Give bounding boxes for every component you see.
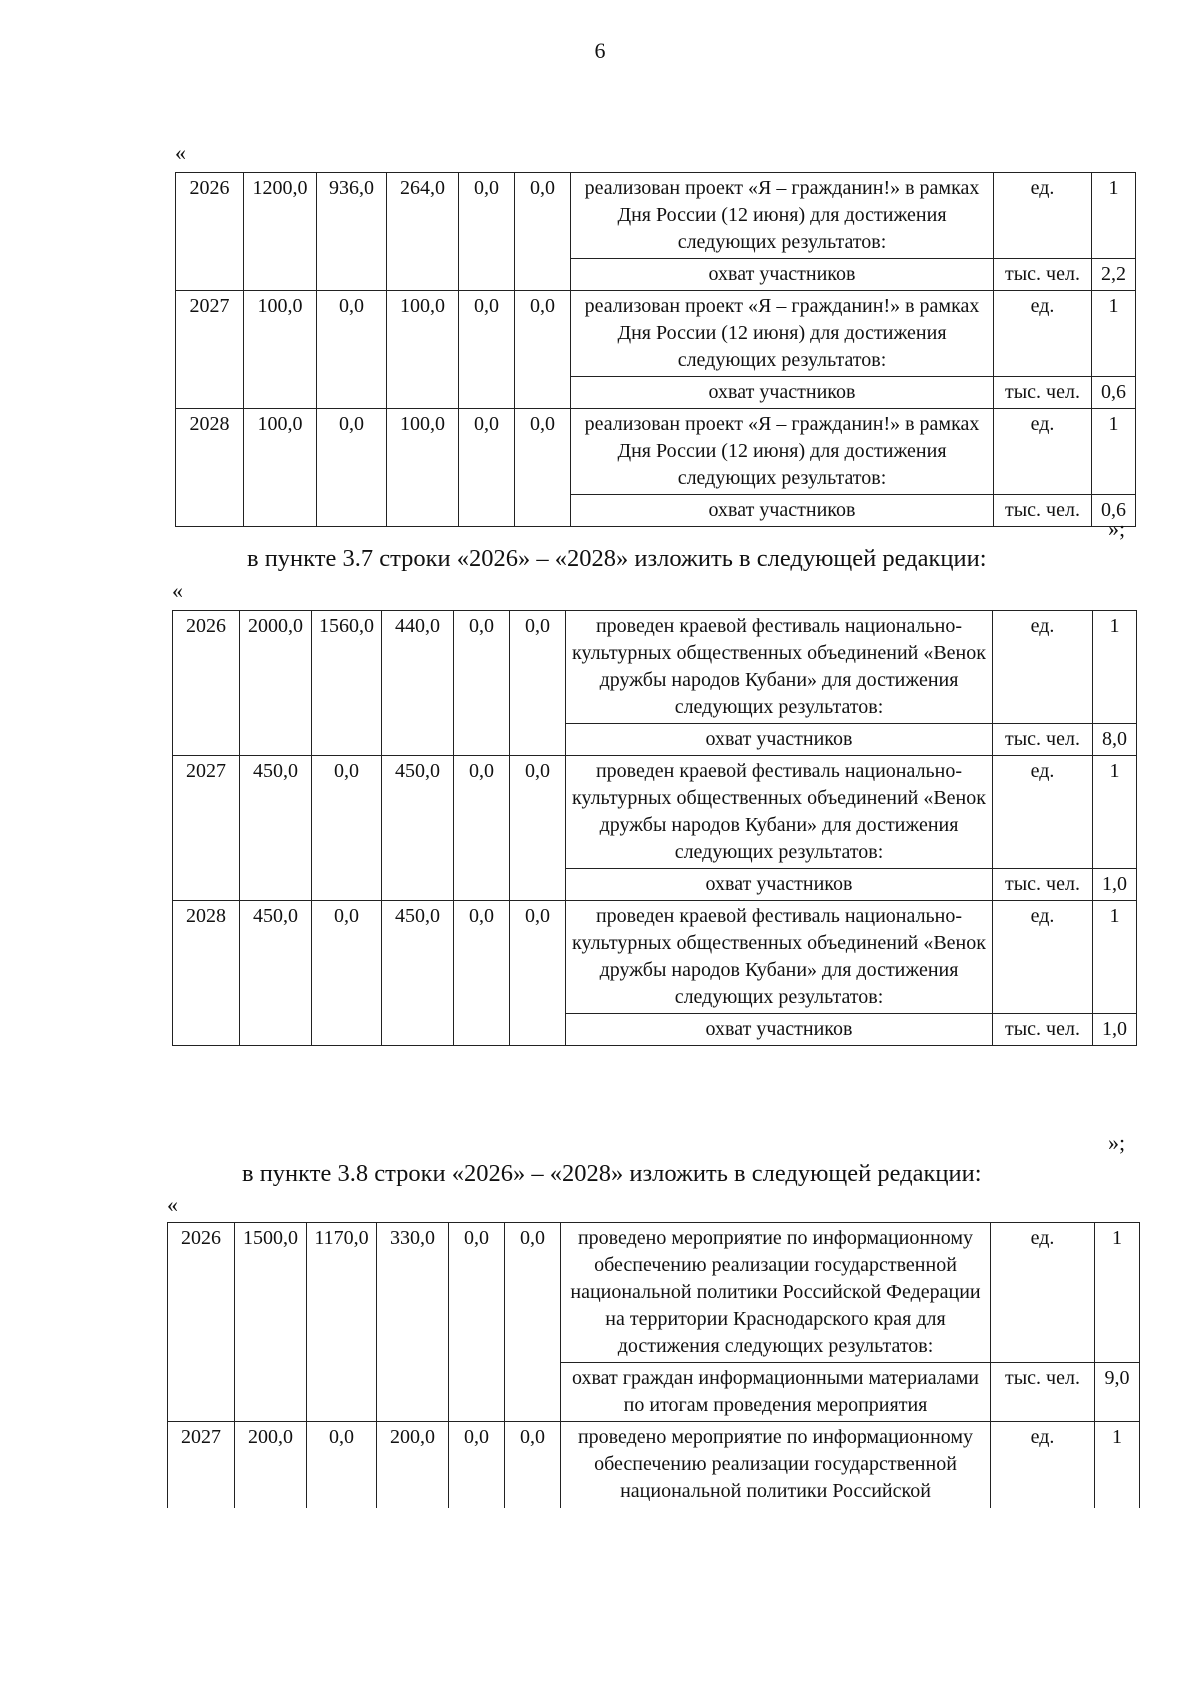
unit-cell: ед.: [994, 173, 1092, 259]
table-row: [173, 756, 1137, 869]
indicator-description: охват участников: [571, 377, 994, 409]
unit-cell: ед.: [993, 756, 1093, 869]
total-cell: 100,0: [244, 291, 317, 409]
year-cell: 2026: [176, 173, 244, 291]
amount-cell: 936,0: [317, 173, 387, 291]
amendment-instruction-3-7: в пункте 3.7 строки «2026» – «2028» изложить в следующей редакции:: [247, 545, 987, 572]
year-cell: 2026: [173, 611, 240, 756]
indicator-description: охват участников: [571, 259, 994, 291]
amount-cell: 0,0: [312, 756, 382, 901]
open-quote: «: [175, 140, 186, 165]
unit-cell: ед.: [994, 409, 1092, 495]
value-cell: 0,6: [1092, 495, 1136, 527]
unit-cell: тыс. чел.: [994, 259, 1092, 291]
value-cell: 1: [1095, 1223, 1140, 1363]
amount-cell: 0,0: [505, 1422, 561, 1508]
amount-cell: 1560,0: [312, 611, 382, 756]
total-cell: 450,0: [240, 756, 312, 901]
amount-cell: 0,0: [510, 901, 566, 1046]
amount-cell: 0,0: [317, 409, 387, 527]
results-table-3: [167, 1222, 1140, 1508]
unit-cell: тыс. чел.: [994, 495, 1092, 527]
amount-cell: 100,0: [387, 409, 459, 527]
total-cell: 1500,0: [235, 1223, 307, 1422]
amount-cell: 0,0: [449, 1223, 505, 1422]
year-cell: 2028: [176, 409, 244, 527]
value-cell: 8,0: [1093, 724, 1137, 756]
table-row: [168, 1223, 1140, 1363]
year-cell: 2027: [173, 756, 240, 901]
unit-cell: тыс. чел.: [994, 377, 1092, 409]
result-description: реализован проект «Я – гражданин!» в рамках Дня России (12 июня) для достижения следующих результатов:: [571, 291, 994, 377]
value-cell: 1: [1092, 409, 1136, 495]
total-cell: 1200,0: [244, 173, 317, 291]
amount-cell: 0,0: [459, 173, 515, 291]
table-row: [173, 901, 1137, 1014]
total-cell: 100,0: [244, 409, 317, 527]
result-description: проведен краевой фестиваль национально-культурных общественных объединений «Венок дружбы народов Кубани» для достижения следующих результатов:: [566, 756, 993, 869]
table-row: [176, 409, 1136, 495]
result-description: реализован проект «Я – гражданин!» в рамках Дня России (12 июня) для достижения следующих результатов:: [571, 409, 994, 495]
open-quote: «: [172, 578, 183, 603]
amount-cell: 440,0: [382, 611, 454, 756]
value-cell: 0,6: [1092, 377, 1136, 409]
amount-cell: 0,0: [459, 409, 515, 527]
amount-cell: 1170,0: [307, 1223, 377, 1422]
amount-cell: 0,0: [505, 1223, 561, 1422]
amount-cell: 0,0: [510, 611, 566, 756]
amount-cell: 450,0: [382, 901, 454, 1046]
year-cell: 2026: [168, 1223, 235, 1422]
amount-cell: 450,0: [382, 756, 454, 901]
amount-cell: 264,0: [387, 173, 459, 291]
page-number: 6: [594, 38, 606, 63]
results-table-2: [172, 610, 1137, 1046]
result-description: проведен краевой фестиваль национально-культурных общественных объединений «Венок дружбы народов Кубани» для достижения следующих результатов:: [566, 611, 993, 724]
value-cell: 9,0: [1095, 1363, 1140, 1422]
total-cell: 450,0: [240, 901, 312, 1046]
amount-cell: 0,0: [449, 1422, 505, 1508]
year-cell: 2028: [173, 901, 240, 1046]
value-cell: 1,0: [1093, 869, 1137, 901]
result-description: проведен краевой фестиваль национально-культурных общественных объединений «Венок дружбы народов Кубани» для достижения следующих результатов:: [566, 901, 993, 1014]
unit-cell: ед.: [993, 901, 1093, 1014]
table-row: [168, 1422, 1140, 1508]
result-description: проведено мероприятие по информационному обеспечению реализации государственной национальной политики Российской: [561, 1422, 991, 1508]
value-cell: 1: [1092, 291, 1136, 377]
value-cell: 1: [1093, 611, 1137, 724]
unit-cell: тыс. чел.: [993, 869, 1093, 901]
close-quote: »;: [1108, 1130, 1126, 1155]
result-description: реализован проект «Я – гражданин!» в рамках Дня России (12 июня) для достижения следующих результатов:: [571, 173, 994, 259]
indicator-description: охват участников: [566, 724, 993, 756]
value-cell: 1,0: [1093, 1014, 1137, 1046]
amount-cell: 100,0: [387, 291, 459, 409]
amount-cell: 200,0: [377, 1422, 449, 1508]
amount-cell: 0,0: [459, 291, 515, 409]
table-row: [176, 173, 1136, 259]
total-cell: 2000,0: [240, 611, 312, 756]
indicator-description: охват участников: [571, 495, 994, 527]
amount-cell: 0,0: [510, 756, 566, 901]
value-cell: 2,2: [1092, 259, 1136, 291]
year-cell: 2027: [176, 291, 244, 409]
indicator-description: охват участников: [566, 1014, 993, 1046]
table-row: [173, 611, 1137, 724]
amount-cell: 330,0: [377, 1223, 449, 1422]
unit-cell: ед.: [991, 1422, 1095, 1508]
total-cell: 200,0: [235, 1422, 307, 1508]
table-row: [176, 291, 1136, 377]
amount-cell: 0,0: [515, 409, 571, 527]
amendment-instruction-3-8: в пункте 3.8 строки «2026» – «2028» изложить в следующей редакции:: [242, 1160, 982, 1187]
unit-cell: тыс. чел.: [991, 1363, 1095, 1422]
amount-cell: 0,0: [454, 901, 510, 1046]
result-description: проведено мероприятие по информационному обеспечению реализации государственной национальной политики Российской Федерации на территории Краснодарского края для достижения следующих результатов:: [561, 1223, 991, 1363]
indicator-description: охват граждан информационными материалами по итогам проведения мероприятия: [561, 1363, 991, 1422]
amount-cell: 0,0: [515, 173, 571, 291]
open-quote: «: [167, 1192, 178, 1217]
amount-cell: 0,0: [307, 1422, 377, 1508]
close-quote: »;: [1108, 516, 1126, 541]
value-cell: 1: [1092, 173, 1136, 259]
value-cell: 1: [1095, 1422, 1140, 1508]
unit-cell: ед.: [994, 291, 1092, 377]
indicator-description: охват участников: [566, 869, 993, 901]
amount-cell: 0,0: [515, 291, 571, 409]
unit-cell: ед.: [991, 1223, 1095, 1363]
amount-cell: 0,0: [317, 291, 387, 409]
amount-cell: 0,0: [312, 901, 382, 1046]
unit-cell: тыс. чел.: [993, 724, 1093, 756]
amount-cell: 0,0: [454, 611, 510, 756]
unit-cell: тыс. чел.: [993, 1014, 1093, 1046]
value-cell: 1: [1093, 901, 1137, 1014]
unit-cell: ед.: [993, 611, 1093, 724]
amount-cell: 0,0: [454, 756, 510, 901]
results-table-1: [175, 172, 1136, 527]
year-cell: 2027: [168, 1422, 235, 1508]
value-cell: 1: [1093, 756, 1137, 869]
